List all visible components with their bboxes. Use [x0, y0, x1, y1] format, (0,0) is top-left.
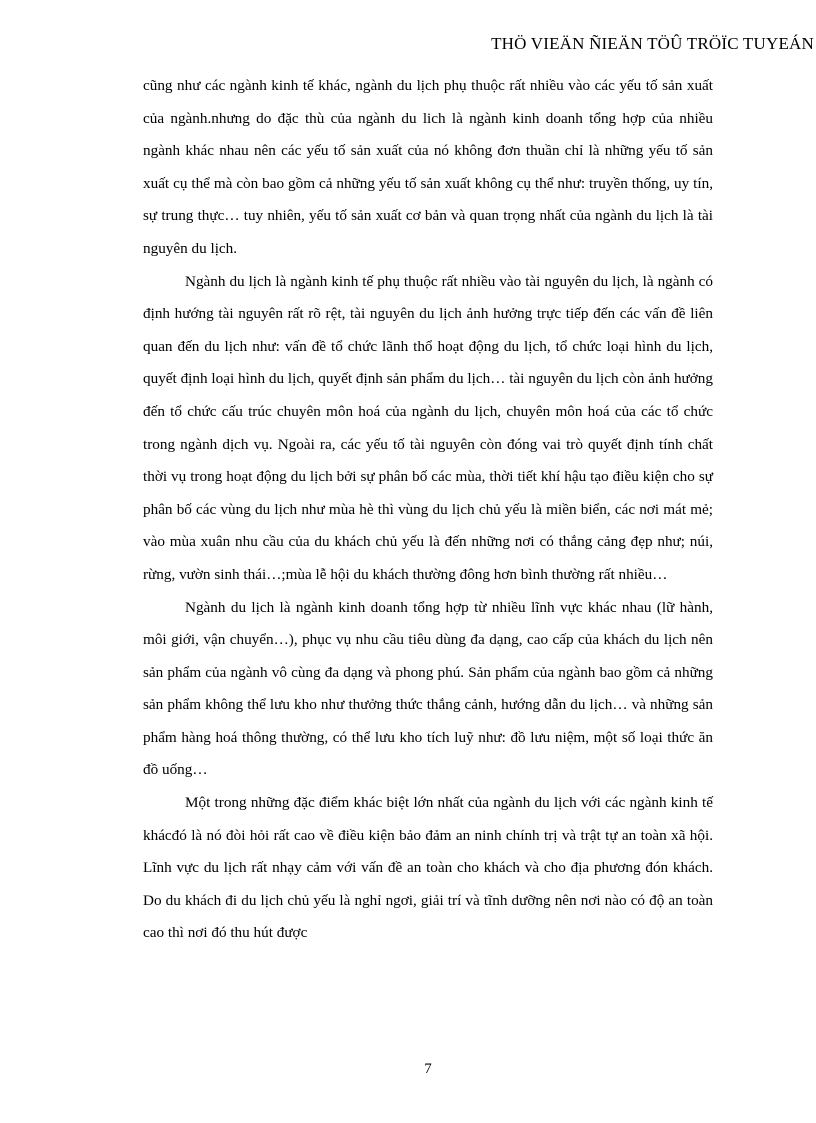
paragraph-1: cũng như các ngành kinh tế khác, ngành du lịch phụ thuộc rất nhiều vào các yếu tố sản xuất của ngành.nhưng do đặc thù của ngành du lich là ngành kinh doanh tổng hợp của nhiều ngành khác nhau nên các yếu tố sản xuất của nó không đơn thuần chỉ là những yếu tố sản xuất cụ thể mà còn bao gồm cả những yếu tố sản xuất không cụ thể như: truyền thống, uy tín, sự trung thực… tuy nhiên, yếu tố sản xuất cơ bản và quan trọng nhất của ngành du lịch là tài nguyên du lịch.	[143, 77, 713, 257]
body-text	[143, 70, 713, 950]
paragraph-2: Ngành du lịch là ngành kinh tế phụ thuộc rất nhiều vào tài nguyên du lịch, là ngành có định hướng tài nguyên rất rõ rệt, tài nguyên du lịch ảnh hưởng trực tiếp đến các vấn đề liên quan đến du lịch như: vấn đề tổ chức lãnh thổ hoạt động du lịch, tổ chức loại hình du lịch, quyết định loại hình du lịch, quyết định sản phẩm du lịch… tài nguyên du lịch còn ảnh hưởng đến tổ chức cấu trúc chuyên môn hoá của ngành du lịch, chuyên môn hoá của các tổ chức trong ngành dịch vụ. Ngoài ra, các yếu tố tài nguyên còn đóng vai trò quyết định tính chất thời vụ trong hoạt động du lịch bởi sự phân bố các mùa, thời tiết khí hậu tạo điều kiện cho sự phân bố các vùng du lịch như mùa hè thì vùng du lịch chủ yếu là miền biển, các nơi mát mẻ; vào mùa xuân nhu cầu của du khách chủ yếu là đến những nơi có thắng cảng đẹp như; núi, rừng, vườn sinh thái…;mùa lễ hội du khách thường đông hơn bình thường rất nhiều…	[143, 272, 713, 583]
running-header: THÖ VIEÄN ÑIEÄN TÖÛ TRÖÏC TUYEÁN	[491, 34, 814, 53]
paragraph-3: Ngành du lịch là ngành kinh doanh tổng hợp từ nhiều lĩnh vực khác nhau (lữ hành, môi giới, vận chuyển…), phục vụ nhu cầu tiêu dùng đa dạng, cao cấp của khách du lịch nên sản phẩm của ngành vô cùng đa dạng và phong phú. Sản phẩm của ngành bao gồm cả những sản phẩm không thể lưu kho như thưởng thức thắng cảnh, hướng dẫn du lịch… và những sản phẩm hàng hoá thông thường, có thể lưu kho tích luỹ như: đồ lưu niệm, một số loại thức ăn đồ uống…	[143, 598, 713, 779]
page-number: 7	[424, 1061, 432, 1077]
paragraph-4: Một trong những đặc điểm khác biệt lớn nhất của ngành du lịch với các ngành kinh tế khácđó là nó đòi hỏi rất cao về điều kiện bảo đảm an ninh chính trị và trật tự an toàn xã hội. Lĩnh vực du lịch rất nhạy cảm với vấn đề an toàn cho khách và cho địa phương đón khách. Do du khách đi du lịch chủ yếu là nghỉ ngơi, giải trí và tĩnh dưỡng nên nơi nào có độ an toàn cao thì nơi đó thu hút được	[143, 794, 713, 942]
